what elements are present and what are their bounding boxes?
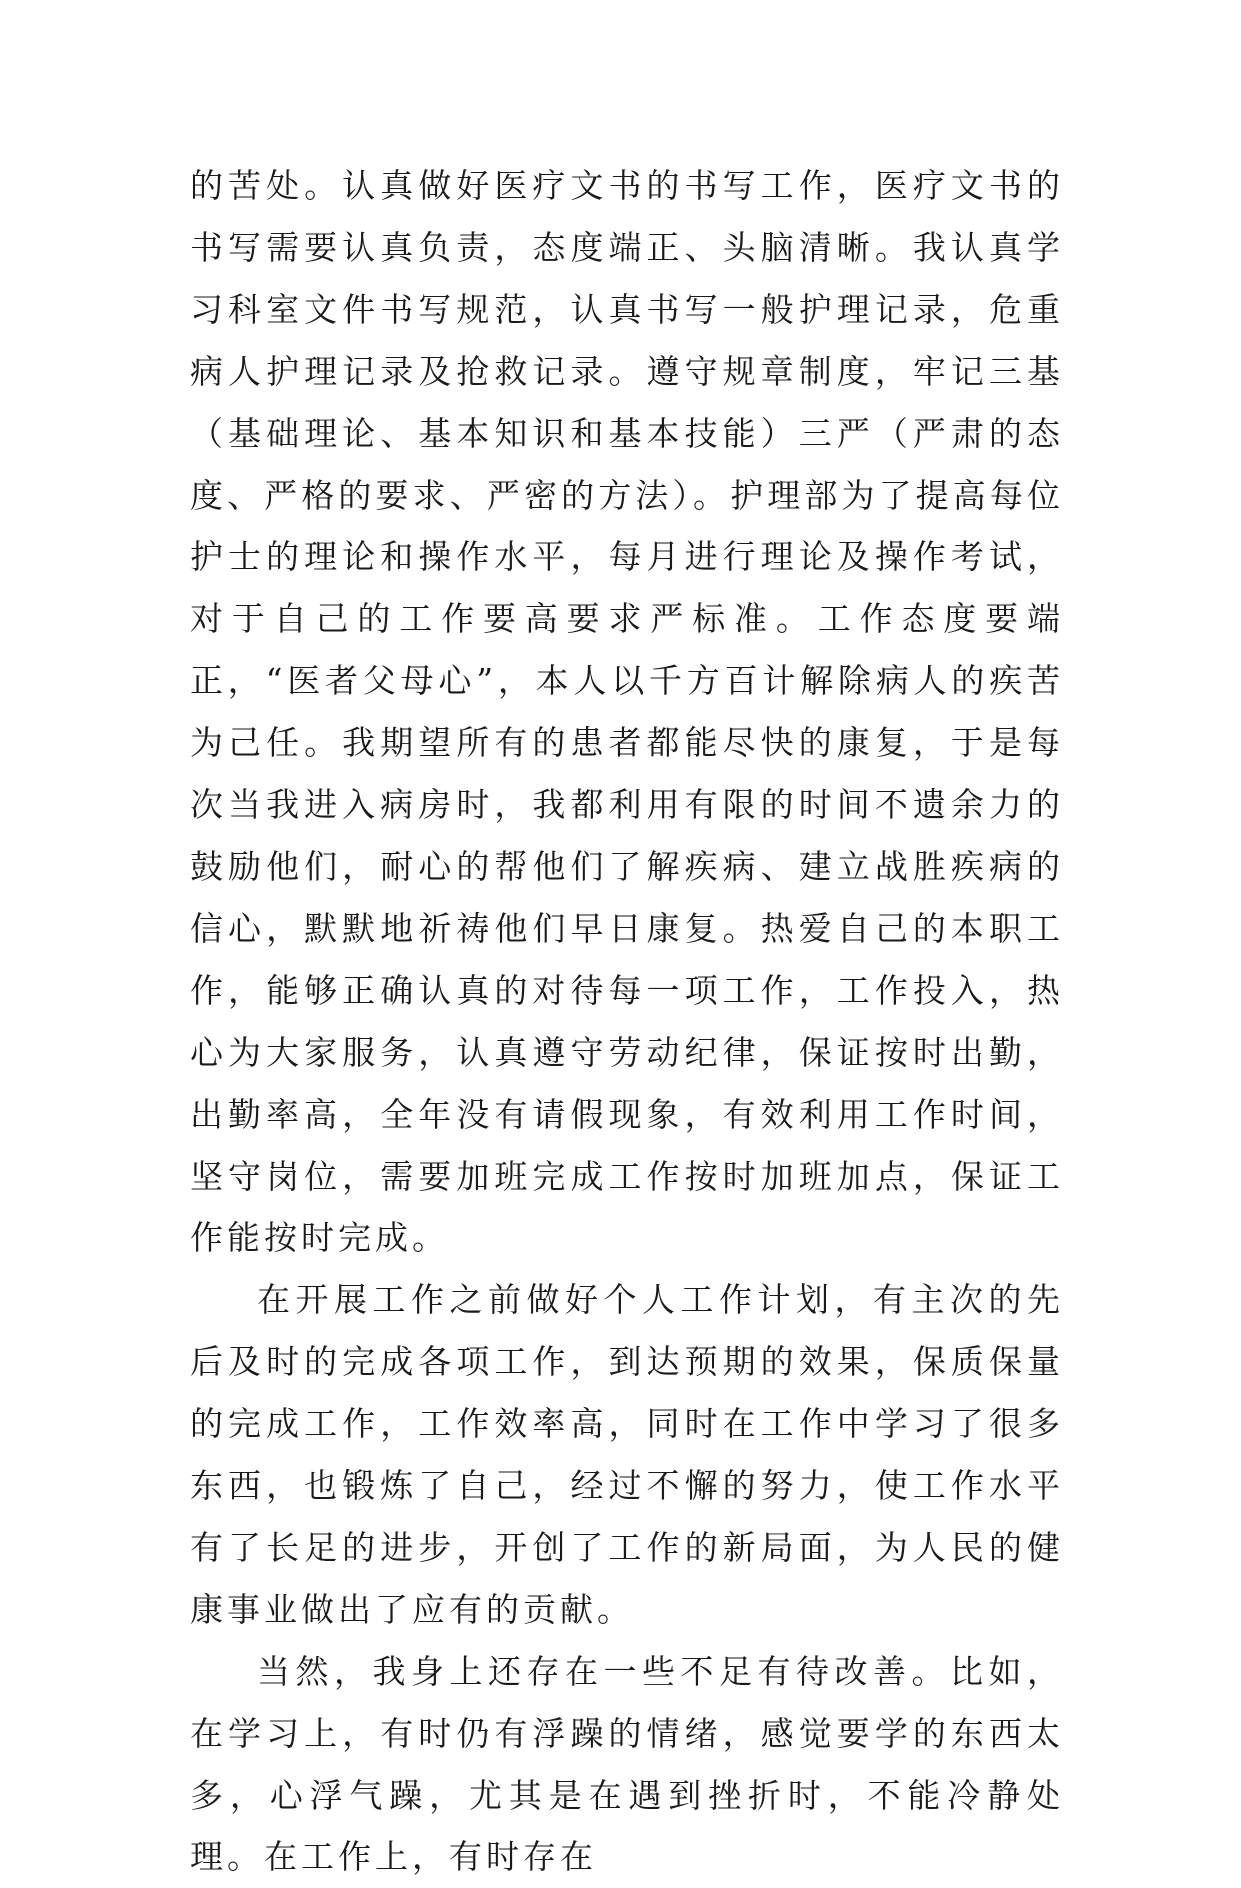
paragraph: 在开展工作之前做好个人工作计划，有主次的先后及时的完成各项工作，到达预期的效果，保质保量的完成工作，工作效率高，同时在工作中学习了很多东西，也锻炼了自己，经过不懈的努力，使工作水平有了长足的进步，开创了工作的新局面，为人民的健康事业做出了应有的贡献。 bbox=[190, 1280, 1064, 1629]
paragraph: 当然，我身上还存在一些不足有待改善。比如，在学习上，有时仍有浮躁的情绪，感觉要学的东西太多，心浮气躁，尤其是在遇到挫折时，不能冷静处理。在工作上，有时存在 bbox=[190, 1651, 1064, 1877]
paragraph-continued: 的苦处。认真做好医疗文书的书写工作，医疗文书的书写需要认真负责，态度端正、头脑清晰。我认真学习科室文件书写规范，认真书写一般护理记录，危重病人护理记录及抢救记录。遵守规章制度，牢记三基（基础理论、基本知识和基本技能）三严（严肃的态度、严格的要求、严密的方法）。护理部为了提高每位护士的理论和操作水平，每月进行理论及操作考试，对于自己的工作要高要求严标准。工作态度要端正，“医者父母心”，本人以千方百计解除病人的疾苦为己任。我期望所有的患者都能尽快的康复，于是每次当我进入病房时，我都利用有限的时间不遗余力的鼓励他们，耐心的帮他们了解疾病、建立战胜疾病的信心，默默地祈祷他们早日康复。热爱自己的本职工作，能够正确认真的对待每一项工作，工作投入，热心为大家服务，认真遵守劳动纪律，保证按时出勤，出勤率高，全年没有请假现象，有效利用工作时间，坚守岗位，需要加班完成工作按时加班加点，保证工作能按时完成。 bbox=[190, 166, 1064, 1258]
document-body bbox=[190, 155, 1064, 1888]
